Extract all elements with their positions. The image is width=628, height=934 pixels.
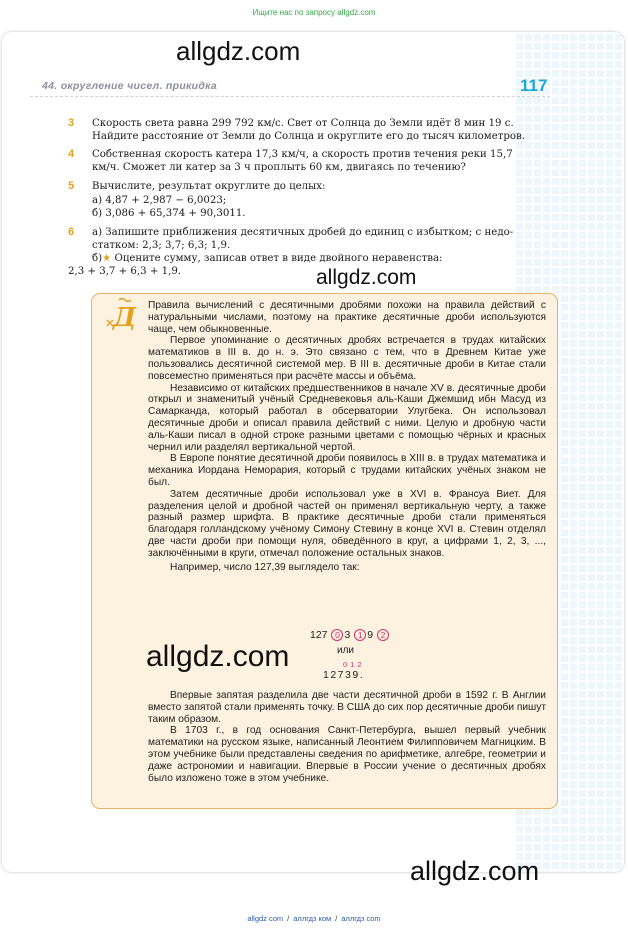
note-paragraph: Впервые запятая разделила две части десятичной дроби в 1592 г. В Англии вместо запятой стали применять точку. В США до сих пор десятичные дроби пишут таким образом. <box>148 690 546 725</box>
task-4 <box>68 148 568 174</box>
bottom-links: allgdz com / аллгдз ком / аллгдз com <box>247 914 381 923</box>
header-divider <box>30 96 550 97</box>
note-paragraph: Например, число 127,39 выглядело так: <box>170 561 360 573</box>
example-integer: 127 <box>310 629 328 641</box>
circled-index: 2 <box>377 629 389 641</box>
note-paragraph: Затем десятичные дроби использовал уже в XVI в. Франсуа Виет. Для разделения целой и дробной частей он применял вертикальную черту, а также разный размер шрифта. В практике десятичные дроби стали применяться благодаря голландскому учёному Симону Стевину в конце XVI в. Стевин отделял две части дроби при помощи нуля, обведённого в круг, а цифрами 1, 2, 3, ..., заключёнными в круги, отмечал положение остальных знаков. <box>148 488 546 559</box>
svg-text:Д: Д <box>113 303 137 333</box>
task-3 <box>68 117 568 143</box>
task-text-line: а) Запишите приближения десятичных дробей до единиц с избытком; с недо- <box>92 227 514 238</box>
running-head: 44. округление чисел. прикидка <box>42 80 218 92</box>
example-digits: 12739. <box>323 669 365 681</box>
bottom-link[interactable]: allgdz com <box>247 914 284 923</box>
history-letter-icon <box>104 296 138 336</box>
stevin-notation-example <box>310 629 390 641</box>
watermark: allgdz.com <box>410 856 540 886</box>
task-text-line: 2,3 + 3,7 + 6,3 + 1,9. <box>68 266 182 277</box>
task-number: 6 <box>68 226 75 238</box>
note-paragraph: Правила вычислений с десятичными дробями похожи на правила действий с натуральными числами, поэтому на практике десятичные дроби используются чаще, чем обыкновенные. <box>148 300 546 335</box>
top-link[interactable]: Ищите нас по запросу allgdz.com <box>252 8 376 17</box>
task-number: 5 <box>68 180 75 192</box>
subtask-label: б) <box>92 253 103 264</box>
history-note-text <box>148 300 546 573</box>
note-paragraph: Первое упоминание о десятичных дробях встречается в трудах китайских математиков в III в. до н. э. Это связано с тем, что в Древнем Китае уже пользовались десятичной системой мер. В III в. десятичные дроби в Китае стали повсеместно применяться при расчёте массы и объёма. <box>148 335 546 382</box>
watermark: allgdz.com <box>176 36 301 66</box>
note-paragraph: В Европе понятие десятичной дроби появилось в XIII в. в трудах математика и механика Иордана Неморария, который с трудами китайских учёных знаком не был. <box>148 453 546 488</box>
task-text-line: Скорость света равна 299 792 км/с. Свет от Солнца до Земли идёт 8 мин 19 с. <box>92 118 514 129</box>
example-or: или <box>337 645 355 656</box>
circled-index: 0 <box>331 629 343 641</box>
task-5 <box>68 180 568 220</box>
page-number: 117 <box>520 76 548 95</box>
note-paragraph: В 1703 г., в год основания Санкт-Петербурга, вышел первый учебник математики на русском языке, написанный Леонтием Филипповичем Магницким. В этом учебнике были представлены сведения по арифметике, алгебре, геометрии и даже астрономии и навигации. Впервые в России учение о десятичных дробях было изложено тоже в этом учебнике. <box>148 725 546 784</box>
task-text-line: Вычислите, результат округлите до целых: <box>92 181 326 192</box>
subtask-text: Оцените сумму, записав ответ в виде двойного неравенства: <box>111 253 443 264</box>
task-text-line: б) 3,086 + 65,374 + 90,3011. <box>92 208 246 219</box>
note-paragraph: Независимо от китайских предшественников в начале XV в. десятичные дроби открыл и знаменитый учёный Средневековья аль-Каши Джемшид ибн Масуд из Самарканда, который работал в обсерватории Улугбека. Он использовал десятичные дроби и описал правила действий с ними. Целую и дробную части аль-Каши писал в одной строке разными цветами с помощью чёрных и красных чернил или разделял вертикальной чертой. <box>148 382 546 453</box>
task-number: 4 <box>68 148 75 160</box>
bottom-link[interactable]: аллгдз com <box>341 914 381 923</box>
example-digit: 9 <box>367 629 374 641</box>
task-text-line: статком: 2,3; 3,7; 6,3; 1,9. <box>92 240 231 251</box>
example-superscript-indices: 012 <box>343 660 365 669</box>
circled-index: 1 <box>354 629 366 641</box>
task-number: 3 <box>68 117 75 129</box>
history-note-text-continued <box>148 690 546 784</box>
bottom-link[interactable]: аллгдз ком <box>293 914 332 923</box>
watermark: allgdz.com <box>316 266 417 289</box>
task-text-line: Найдите расстояние от Земли до Солнца и округлите его до тысяч километров. <box>92 131 526 142</box>
watermark: allgdz.com <box>146 640 290 673</box>
task-text-line: а) 4,87 + 2,987 − 6,0023; <box>92 195 227 206</box>
example-digit: 3 <box>344 629 351 641</box>
task-text-line <box>92 252 568 265</box>
task-text-line: Собственная скорость катера 17,3 км/ч, а скорость против течения реки 15,7 <box>92 149 513 160</box>
task-text-line: км/ч. Сможет ли катер за 3 ч проплыть 60 км, двигаясь по течению? <box>92 162 466 173</box>
star-icon: ★ <box>102 253 112 264</box>
